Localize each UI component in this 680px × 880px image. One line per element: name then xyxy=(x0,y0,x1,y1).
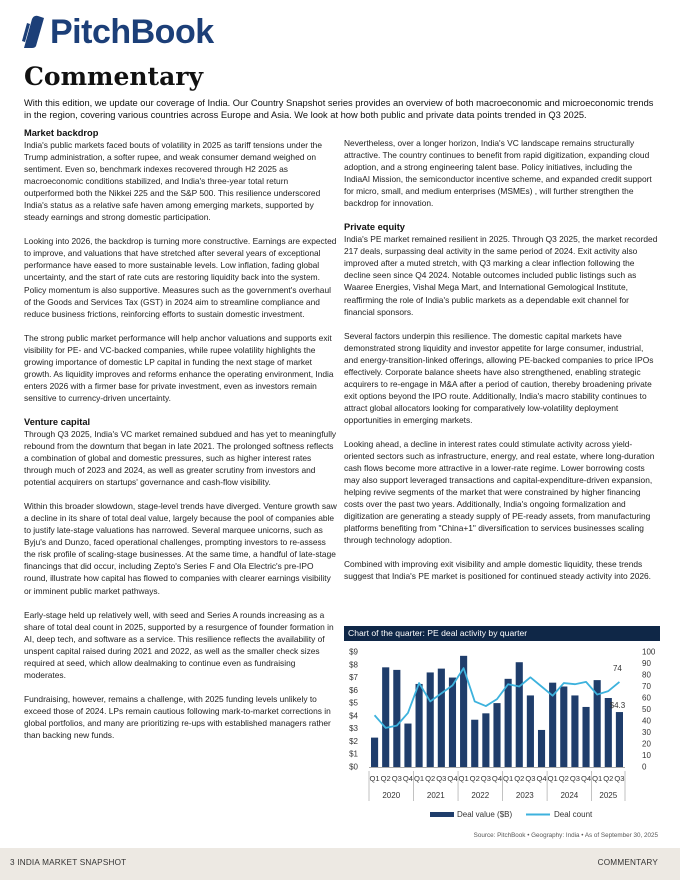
quarter-tick-label: Q4 xyxy=(491,774,503,783)
quarter-tick-label: Q1 xyxy=(503,774,514,783)
market-backdrop-paragraph: Looking into 2026, the backdrop is turning more constructive. Earnings are expected to improve, and valuations that have stretched after several years of exceptional performance have eased to more sustainable levels. Low inflation, fading global uncertainty, and the start of rate cuts are restoring liquidity back into the system. Policy momentum is also supportive. Measures such as the government's overhaul of the Goods and Services Tax (GST) in 2024 aim to streamline compliance and reduce business frictions, reinforcing efforts to sustain domestic investment. xyxy=(24,236,337,319)
legend-deal-value-label: Deal value ($B) xyxy=(457,810,513,819)
deal-value-bar xyxy=(538,730,545,767)
deal-value-bar xyxy=(493,703,500,767)
right-column xyxy=(344,137,658,595)
year-label: 2025 xyxy=(599,791,618,800)
quarter-tick-label: Q2 xyxy=(469,774,480,783)
right-axis-tick-label: 40 xyxy=(642,716,651,726)
deal-value-bar xyxy=(582,707,589,767)
left-axis-tick-label: $2 xyxy=(349,736,358,746)
quarter-tick-label: Q2 xyxy=(514,774,525,783)
venture-capital-paragraph: Fundraising, however, remains a challenge, with 2025 funding levels unlikely to exceed those of 2024. LPs remain cautious following mark-to-market corrections in global portfolios, and many are prioritizing re-ups with established managers rather than backing new funds. xyxy=(24,693,331,740)
chart-source: Source: PitchBook • Geography: India • As of September 30, 2025 xyxy=(473,832,658,839)
deal-value-annotation: $4.3 xyxy=(609,701,626,711)
deal-value-bar xyxy=(449,678,456,767)
intro-paragraph: With this edition, we update our coverage of India. Our Country Snapshot series provides an overview of both macroeconomic and microeconomic trends in the region, covering various countries across Europe and Asia. We look at how both public and private data points trended in Q3 2025. xyxy=(24,98,654,120)
quarter-tick-label: Q4 xyxy=(447,774,458,783)
quarter-tick-label: Q2 xyxy=(380,774,391,783)
private-equity-heading: Private equity xyxy=(344,222,405,233)
market-backdrop-paragraph: The strong public market performance will help anchor valuations and supports exit visibility for PE- and VC-backed companies, while rupee volatility highlights the growing importance of domestic LP capital in funding the next stage of market growth. As liquidity improves and reforms enhance the operating environment, India enters 2026 with a firmer base for private investment, even as investors remain sensitive to currency-driven uncertainty. xyxy=(24,332,334,403)
quarter-tick-label: Q1 xyxy=(414,774,425,783)
venture-capital-paragraph: Within this broader slowdown, stage-level trends have diverged. Venture growth saw a decline in its share of total deal value, largely because the pool of companies able to justify late-stage valuations has narrowed. Several marquee unicorns, such as Byju's and Dunzo, faced operational challenges, prompting investors to re-assess the risk profile of scaling-stage businesses. At the same time, a handful of late-stage financings that did occur, including Zepto's Series F and Ola Electric's pre-IPO round, illustrate how capital has flowed to companies with clearer earnings visibility or imminent public market pathways. xyxy=(24,501,337,596)
quarter-tick-label: Q4 xyxy=(580,774,592,783)
left-axis-tick-label: $6 xyxy=(349,685,358,695)
quarter-tick-label: Q3 xyxy=(569,774,580,783)
left-axis-tick-label: $0 xyxy=(349,762,358,772)
chart-plot xyxy=(344,641,660,841)
deal-value-bar xyxy=(427,672,434,767)
year-label: 2023 xyxy=(515,791,534,800)
pitchbook-logo-icon xyxy=(20,15,46,49)
right-axis-tick-label: 20 xyxy=(642,739,651,749)
market-backdrop-paragraph: India's public markets faced bouts of volatility in 2025 as tariff tensions under the Trump administration, a softer rupee, and weak consumer demand weighed on sentiment. Even so, benchmark indexes recovered through H2 2025 as macroeconomic conditions stabilized, and India's three-year total return outperformed both the Nikkei 225 and the S&P 500. This resilience underscored India's status as a relative safe haven among emerging markets, supported by steady earnings and strong domestic participation. xyxy=(24,140,322,223)
left-axis-tick-label: $8 xyxy=(349,660,358,670)
deal-value-bar xyxy=(571,695,578,767)
legend-deal-value-swatch xyxy=(430,812,454,817)
left-axis-tick-label: $4 xyxy=(349,711,358,721)
deal-value-bar xyxy=(505,679,512,767)
right-axis-tick-label: 60 xyxy=(642,693,651,703)
pe-deal-activity-chart xyxy=(344,626,660,842)
right-axis-tick-label: 90 xyxy=(642,659,651,668)
deal-value-bar xyxy=(482,713,489,767)
quarter-tick-label: Q3 xyxy=(391,774,402,783)
deal-value-bar xyxy=(616,712,623,767)
quarter-tick-label: Q3 xyxy=(480,774,491,783)
page-title: Commentary xyxy=(24,62,204,91)
chart-title: Chart of the quarter: PE deal activity by quarter xyxy=(344,626,660,641)
left-axis-tick-label: $5 xyxy=(349,698,358,708)
deal-value-bar xyxy=(371,738,378,767)
deal-value-bar xyxy=(527,695,534,767)
quarter-tick-label: Q1 xyxy=(592,774,603,783)
deal-value-bar xyxy=(471,720,478,767)
year-label: 2021 xyxy=(426,791,445,800)
private-equity-paragraph: Looking ahead, a decline in interest rates could stimulate activity across yield-oriented sectors such as infrastructure, energy, and real estate, where long-duration cash flows become more attractive in a lower-rate regime. Lower borrowing costs may also support leveraged transactions and capital-expenditure-driven expansion, helping revive segments of the market that were constrained by higher financing costs over the past two years. Additionally, India's ongoing formalization and digitization are generating a steady supply of PE-ready assets, from manufacturing platforms benefiting from "China+1" diversification to services businesses scaling through technology adoption. xyxy=(344,438,655,546)
left-column xyxy=(24,127,338,753)
right-axis-tick-label: 10 xyxy=(642,751,651,760)
quarter-tick-label: Q4 xyxy=(536,774,547,783)
left-axis-tick-label: $9 xyxy=(349,647,358,657)
quarter-tick-label: Q3 xyxy=(525,774,536,783)
page-footer xyxy=(0,848,680,880)
deal-value-bar xyxy=(560,687,567,768)
quarter-tick-label: Q1 xyxy=(369,774,380,783)
private-equity-paragraph: Combined with improving exit visibility and ample domestic liquidity, these trends suggest that India's PE market is positioned for continued steady activity into 2026. xyxy=(344,559,651,582)
year-label: 2022 xyxy=(471,791,490,800)
deal-value-bar xyxy=(516,662,523,767)
venture-capital-continued-paragraph: Nevertheless, over a longer horizon, India's VC landscape remains structurally attractive. The country continues to benefit from rapid digitization, expanding cloud adoption, and a strong engineering talent base. Policy initiatives, including the IndiaAI Mission, the semiconductor incentive scheme, and expanded credit support for micro, small, and medium enterprises (MSMEs) , will further strengthen the backdrop for innovation. xyxy=(344,138,652,209)
venture-capital-paragraph: Through Q3 2025, India's VC market remained subdued and has yet to meaningfully rebound from the downturn that began in late 2021. The prolonged softness reflects a combination of global and domestic pressures, such as higher interest rates through much of 2023 and 2024, as well as greater scrutiny from investors and potential acquirers on startups' governance and cash-flow visibility. xyxy=(24,428,337,488)
footer-section-label: COMMENTARY xyxy=(597,858,658,867)
deal-value-bar xyxy=(416,684,423,767)
private-equity-paragraph: India's PE market remained resilient in 2025. Through Q3 2025, the market recorded 217 deals, surpassing deal activity in the same period of 2024. Exit activity also improved after a muted stretch, with Q3 marking a clear inflection following the decline seen since Q4 2024. Notable outcomes included public listings such as Waaree Energies, Vishal Mega Mart, and International Gemological Institute, reaffirming the role of India's public markets as a dependable exit channel for financial sponsors. xyxy=(344,234,658,317)
quarter-tick-label: Q2 xyxy=(603,774,614,783)
deal-value-bar xyxy=(382,667,389,767)
quarter-tick-label: Q3 xyxy=(436,774,447,783)
footer-page-label: 3 INDIA MARKET SNAPSHOT xyxy=(10,858,127,867)
venture-capital-heading: Venture capital xyxy=(24,416,91,427)
right-axis-tick-label: 80 xyxy=(642,670,651,680)
market-backdrop-heading: Market backdrop xyxy=(24,128,99,138)
deal-count-annotation: 74 xyxy=(612,663,622,673)
right-axis-tick-label: 30 xyxy=(642,728,651,737)
right-axis-tick-label: 70 xyxy=(642,682,651,691)
deal-value-bar xyxy=(438,669,445,767)
quarter-tick-label: Q4 xyxy=(402,774,414,783)
quarter-tick-label: Q1 xyxy=(458,774,469,783)
venture-capital-paragraph: Early-stage held up relatively well, with seed and Series A rounds increasing as a share of total deal count in 2025, supported by a resurgence of founder formation in AI, deep tech, and software as a service. This resilience reflects the availability of unspent capital raised during 2021 and 2022, as well as the smaller check sizes required at seed, which allow dealmaking to continue even as fundraising moderates. xyxy=(24,609,334,680)
quarter-tick-label: Q3 xyxy=(614,774,625,783)
year-label: 2020 xyxy=(382,791,401,800)
deal-value-bar xyxy=(404,724,411,767)
left-axis-tick-label: $7 xyxy=(349,673,358,683)
brand-name: PitchBook xyxy=(50,12,214,51)
pitchbook-logo xyxy=(20,14,214,50)
right-axis-tick-label: 0 xyxy=(642,762,647,772)
legend-deal-count-label: Deal count xyxy=(554,810,593,819)
right-axis-tick-label: 100 xyxy=(642,647,656,657)
quarter-tick-label: Q2 xyxy=(425,774,436,783)
quarter-tick-label: Q2 xyxy=(558,774,569,783)
right-axis-tick-label: 50 xyxy=(642,705,651,714)
deal-value-bar xyxy=(393,670,400,767)
quarter-tick-label: Q1 xyxy=(547,774,558,783)
left-axis-tick-label: $1 xyxy=(349,749,358,759)
private-equity-paragraph: Several factors underpin this resilience. The domestic capital markets have demonstrated strong liquidity and investor appetite for large consumer, industrial, and energy-transition-linked offerings, allowing PE-backed companies to price IPOs effectively. Corporate balance sheets have also strengthened, enabling strategic acquirers to re-engage in M&A after a period of caution, thereby broadening private exit options beyond the IPO route. Additionally, India's macro stability continues to attract global allocators looking for comparatively low-volatility deployment opportunities in emerging markets. xyxy=(344,330,654,425)
year-label: 2024 xyxy=(560,791,579,800)
left-axis-tick-label: $3 xyxy=(349,724,358,734)
